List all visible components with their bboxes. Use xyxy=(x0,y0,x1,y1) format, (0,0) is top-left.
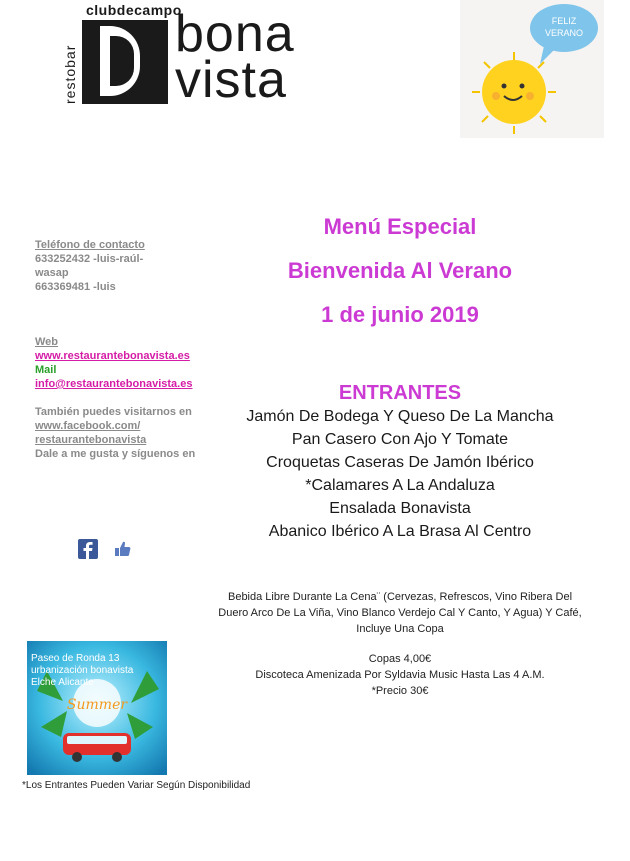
menu-price: *Precio 30€ xyxy=(371,685,429,697)
menu-subtitle: Bienvenida Al Verano xyxy=(287,258,513,283)
phone-label: Teléfono de contacto xyxy=(35,239,145,251)
facebook-link-page[interactable]: restaurantebonavista xyxy=(35,434,147,446)
dish-item: Abanico Ibérico A La Brasa Al Centro xyxy=(268,523,532,540)
phone-number-1-wasap: wasap xyxy=(35,267,69,279)
dish-item: Croquetas Caseras De Jamón Ibérico xyxy=(266,454,534,471)
web-link[interactable]: www.restaurantebonavista.es xyxy=(35,350,190,362)
logo-mark xyxy=(82,20,168,104)
mail-label: Mail xyxy=(35,364,57,376)
disco-info: Discoteca Amenizada Por Syldavia Music Hasta Las 4 A.M. xyxy=(255,669,545,681)
promo-address-1: Paseo de Ronda 13 xyxy=(31,653,120,664)
mail-link[interactable]: info@restaurantebonavista.es xyxy=(35,378,193,390)
copas-price: Copas 4,00€ xyxy=(368,653,432,665)
bubble-line1: FELIZ xyxy=(551,16,577,26)
phone-number-1[interactable]: 633252432 -luis-raúl- xyxy=(35,253,144,265)
drinks-line-3: Incluye Una Copa xyxy=(356,623,444,635)
summer-promo-image xyxy=(27,641,167,775)
visit-text: También puedes visitarnos en xyxy=(35,406,192,418)
promo-badge: Summer xyxy=(66,697,128,713)
drinks-line-1: Bebida Libre Durante La Cena¨ (Cervezas, Refrescos, Vino Ribera Del xyxy=(227,591,573,603)
phone-number-2[interactable]: 663369481 -luis xyxy=(35,281,116,293)
dish-item: Jamón De Bodega Y Queso De La Mancha xyxy=(246,408,554,425)
facebook-icon[interactable] xyxy=(78,539,98,559)
dish-item: Pan Casero Con Ajo Y Tomate xyxy=(291,431,509,448)
summer-sun-illustration xyxy=(460,0,604,138)
bubble-line2: VERANO xyxy=(544,28,584,38)
logo-bona-text: bona xyxy=(175,5,295,63)
dish-item: Ensalada Bonavista xyxy=(329,500,471,517)
menu-date: 1 de junio 2019 xyxy=(321,302,479,327)
like-thumbs-up-icon[interactable] xyxy=(114,540,132,558)
drinks-line-2: Duero Arco De La Viña, Vino Blanco Verdejo Cal Y Canto, Y Agua) Y Café, xyxy=(218,607,582,619)
section-heading-entrantes: ENTRANTES xyxy=(338,382,462,404)
menu-title: Menú Especial xyxy=(323,214,477,239)
like-text: Dale a me gusta y síguenos en xyxy=(35,448,196,460)
promo-address-3: Elche Alicante xyxy=(31,677,94,688)
facebook-link[interactable]: www.facebook.com/ xyxy=(35,420,141,432)
web-label: Web xyxy=(35,336,59,348)
footnote: *Los Entrantes Pueden Variar Según Disponibilidad xyxy=(22,780,251,791)
logo-vista-text: vista xyxy=(175,51,287,109)
dish-item: *Calamares A La Andaluza xyxy=(305,477,495,494)
logo-club-text: clubdecampo xyxy=(86,2,182,18)
promo-address-2: urbanización bonavista xyxy=(31,665,134,676)
logo-side-text: restobar xyxy=(62,44,78,104)
